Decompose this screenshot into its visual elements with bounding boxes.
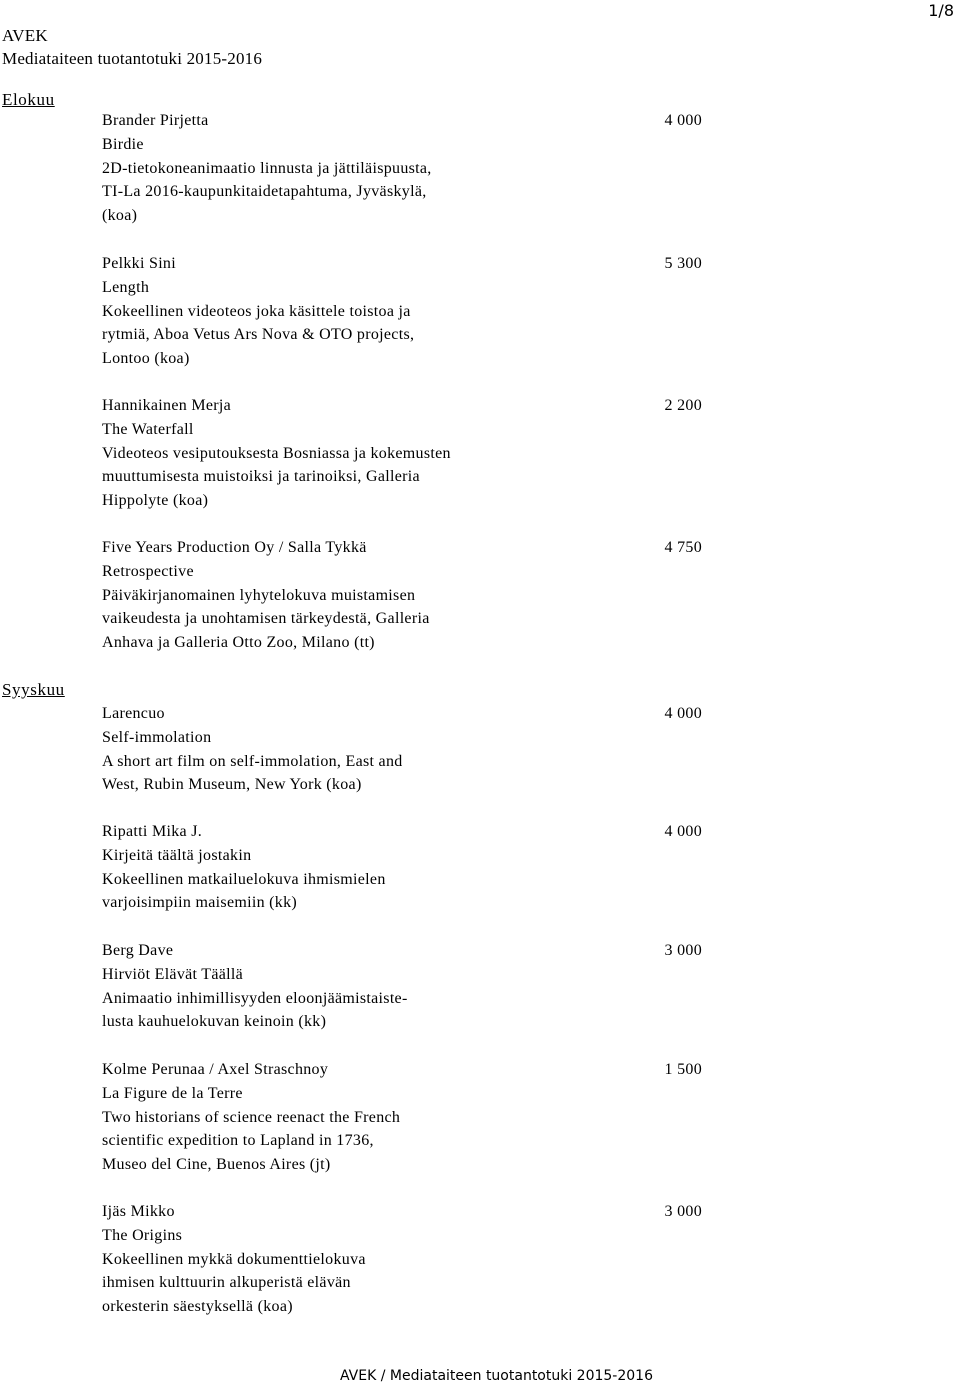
description-line: Animaatio inhimillisyyden eloonjäämistaiste- <box>102 989 408 1007</box>
description-line: muuttumisesta muistoiksi ja tarinoiksi, Galleria <box>102 468 420 486</box>
page-number: 1/8 <box>928 1 954 20</box>
page-footer: AVEK / Mediataiteen tuotantotuki 2015-2016 <box>340 1368 653 1384</box>
description-line: Lontoo (koa) <box>102 350 190 368</box>
description-line: 2D-tietokoneanimaatio linnusta ja jättiläispuusta, <box>102 159 432 177</box>
grant-entry <box>102 394 702 513</box>
grant-entry <box>102 1200 702 1319</box>
grant-amount: 4 750 <box>664 539 702 556</box>
description-line: ihmisen kulttuurin alkuperistä elävän <box>102 1274 351 1292</box>
grant-amount: 5 300 <box>664 255 702 272</box>
grant-amount: 2 200 <box>664 397 702 414</box>
description-line: Kokeellinen videoteos joka käsittele toistoa ja <box>102 302 411 320</box>
grant-entry <box>102 1058 702 1177</box>
work-title: Birdie <box>102 135 144 153</box>
section-label-elokuu: Elokuu <box>2 90 55 109</box>
grant-amount: 4 000 <box>664 705 702 722</box>
organization-name: AVEK <box>2 26 48 45</box>
applicant-name: Pelkki Sini <box>102 255 176 272</box>
grant-entry <box>102 820 702 915</box>
applicant-name: Kolme Perunaa / Axel Straschnoy <box>102 1061 329 1078</box>
description-line: rytmiä, Aboa Vetus Ars Nova & OTO projects, <box>102 326 415 344</box>
work-title: Self-immolation <box>102 728 212 746</box>
work-title: The Waterfall <box>102 420 194 438</box>
description-line: A short art film on self-immolation, East and <box>102 752 403 770</box>
description-line: lusta kauhuelokuvan keinoin (kk) <box>102 1013 327 1031</box>
applicant-name: Five Years Production Oy / Salla Tykkä <box>102 539 367 556</box>
applicant-name: Berg Dave <box>102 942 174 959</box>
document-title: Mediataiteen tuotantotuki 2015-2016 <box>2 49 263 68</box>
description-line: Hippolyte (koa) <box>102 492 209 510</box>
description-line: Anhava ja Galleria Otto Zoo, Milano (tt) <box>102 634 375 652</box>
work-title: Kirjeitä täältä jostakin <box>102 846 252 864</box>
description-line: vaikeudesta ja unohtamisen tärkeydestä, Galleria <box>102 610 430 628</box>
description-line: Päiväkirjanomainen lyhytelokuva muistamisen <box>102 586 416 604</box>
grant-entry <box>102 252 702 371</box>
description-line: scientific expedition to Lapland in 1736, <box>102 1132 374 1150</box>
applicant-name: Larencuo <box>102 705 165 722</box>
description-line: Museo del Cine, Buenos Aires (jt) <box>102 1156 331 1174</box>
grant-entry <box>102 109 702 228</box>
applicant-name: Ripatti Mika J. <box>102 823 203 840</box>
description-line: TI-La 2016-kaupunkitaidetapahtuma, Jyväskylä, <box>102 183 427 201</box>
description-line: orkesterin säestyksellä (koa) <box>102 1298 293 1316</box>
grant-entry <box>102 939 702 1034</box>
description-line: West, Rubin Museum, New York (koa) <box>102 776 362 794</box>
grant-amount: 4 000 <box>664 823 702 840</box>
grant-amount: 1 500 <box>664 1061 702 1078</box>
description-line: Kokeellinen matkailuelokuva ihmismielen <box>102 870 386 888</box>
work-title: La Figure de la Terre <box>102 1084 243 1102</box>
description-line: Two historians of science reenact the French <box>102 1108 401 1126</box>
grant-amount: 3 000 <box>664 1203 702 1220</box>
section-label-syyskuu: Syyskuu <box>2 680 65 699</box>
grant-amount: 3 000 <box>664 942 702 959</box>
grant-amount: 4 000 <box>664 112 702 129</box>
work-title: The Origins <box>102 1226 183 1244</box>
description-line: Kokeellinen mykkä dokumenttielokuva <box>102 1250 366 1268</box>
description-line: Videoteos vesiputouksesta Bosniassa ja kokemusten <box>102 444 451 462</box>
work-title: Retrospective <box>102 562 194 580</box>
work-title: Length <box>102 278 150 296</box>
document-header <box>2 24 262 70</box>
grant-entry <box>102 536 702 655</box>
applicant-name: Hannikainen Merja <box>102 397 232 414</box>
description-line: (koa) <box>102 207 138 225</box>
description-line: varjoisimpiin maisemiin (kk) <box>102 894 298 912</box>
applicant-name: Ijäs Mikko <box>102 1203 175 1220</box>
applicant-name: Brander Pirjetta <box>102 112 209 129</box>
work-title: Hirviöt Elävät Täällä <box>102 965 244 983</box>
grant-entry <box>102 702 702 797</box>
